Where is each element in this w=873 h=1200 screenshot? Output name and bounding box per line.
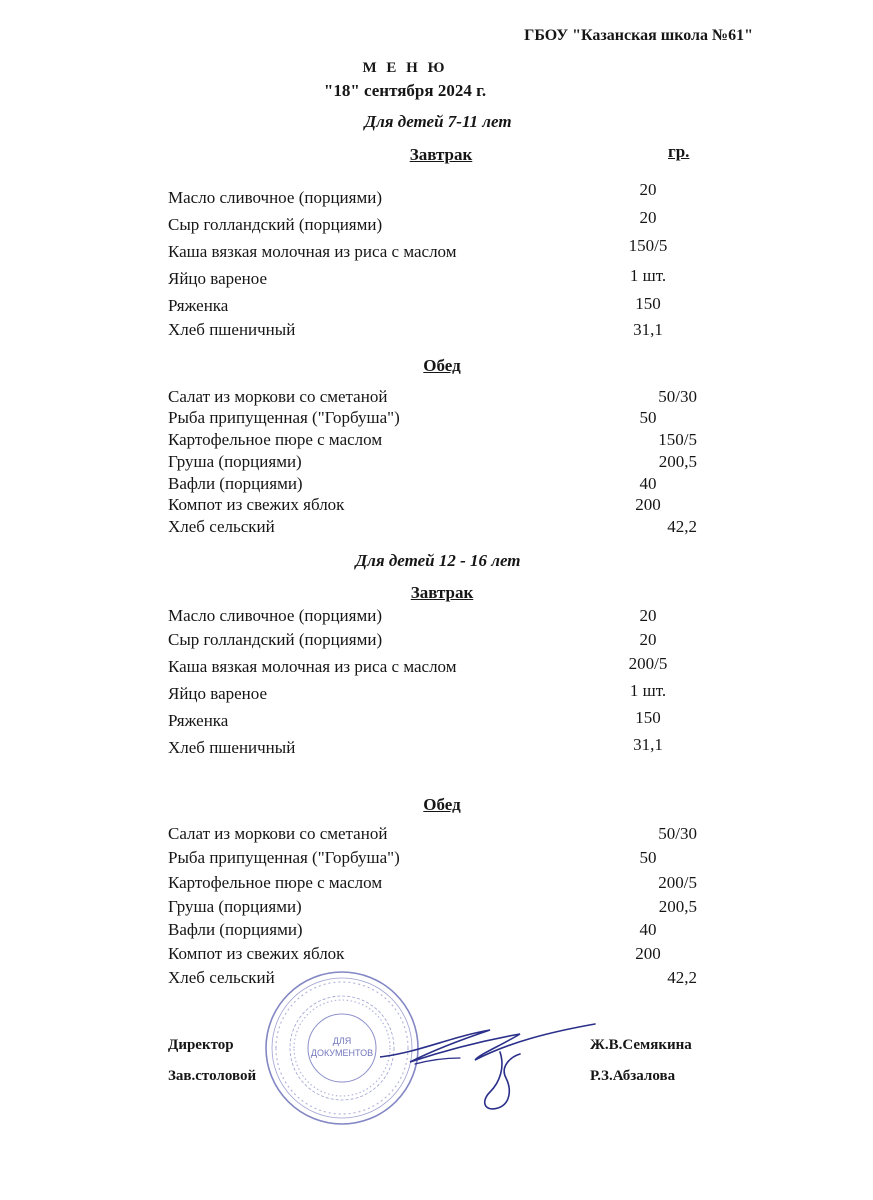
list-item-qty: 150: [635, 294, 661, 313]
stamp-text-top: ДЛЯ: [332, 1036, 352, 1046]
breakfast-title-12-16: Завтрак: [410, 583, 474, 602]
list-item: Компот из свежих яблок: [168, 944, 345, 963]
list-item-qty: 20: [639, 630, 657, 649]
list-item-qty: 200,5: [658, 897, 697, 916]
list-item: Хлеб пшеничный: [168, 738, 296, 757]
list-item-qty: 150/5: [658, 430, 697, 449]
list-item-qty: 42,2: [667, 517, 697, 536]
list-item-qty: 50: [639, 408, 657, 427]
list-item-qty: 1 шт.: [629, 266, 667, 285]
list-item: Рыба припущенная ("Горбуша"): [168, 408, 400, 427]
school-name: ГБОУ "Казанская школа №61": [524, 27, 753, 44]
list-item-qty: 200: [635, 944, 661, 963]
list-item: Рыба припущенная ("Горбуша"): [168, 848, 400, 867]
list-item-qty: 20: [639, 208, 657, 227]
menu-title: М Е Н Ю: [362, 60, 448, 76]
list-item-qty: 40: [639, 920, 657, 939]
age-group-7-11: Для детей 7-11 лет: [364, 112, 512, 131]
list-item-qty: 20: [639, 180, 657, 199]
list-item-qty: 50: [639, 848, 657, 867]
lunch-title-12-16: Обед: [423, 795, 461, 814]
list-item: Салат из моркови со сметаной: [168, 824, 388, 843]
list-item: Яйцо вареное: [168, 269, 268, 288]
list-item: Компот из свежих яблок: [168, 495, 345, 514]
list-item-qty: 1 шт.: [629, 681, 667, 700]
list-item: Вафли (порциями): [168, 474, 303, 493]
list-item-qty: 150: [635, 708, 661, 727]
canteen-head-label: Зав.столовой: [168, 1068, 257, 1084]
list-item: Вафли (порциями): [168, 920, 303, 939]
list-item-qty: 150/5: [628, 236, 668, 255]
list-item-qty: 42,2: [667, 968, 697, 987]
list-item-qty: 50/30: [658, 824, 697, 843]
breakfast-title-7-11: Завтрак: [409, 145, 473, 164]
list-item: Груша (порциями): [168, 897, 302, 916]
unit-header: гр.: [668, 142, 690, 161]
list-item: Картофельное пюре с маслом: [168, 873, 383, 892]
list-item: Картофельное пюре с маслом: [168, 430, 383, 449]
list-item: Хлеб сельский: [168, 517, 275, 536]
stamp-text-bottom: ДОКУМЕНТОВ: [310, 1048, 374, 1058]
list-item-qty: 200/5: [628, 654, 668, 673]
list-item: Сыр голландский (порциями): [168, 215, 383, 234]
list-item: Яйцо вареное: [168, 684, 268, 703]
age-group-12-16: Для детей 12 - 16 лет: [355, 551, 521, 570]
list-item: Хлеб пшеничный: [168, 320, 296, 339]
list-item: Салат из моркови со сметаной: [168, 387, 388, 406]
signature-mark: [380, 1012, 600, 1122]
list-item-qty: 20: [639, 606, 657, 625]
director-label: Директор: [168, 1037, 234, 1053]
list-item: Ряженка: [168, 296, 229, 315]
list-item-qty: 31,1: [633, 735, 663, 754]
lunch-title-7-11: Обед: [423, 356, 461, 375]
director-name: Ж.В.Семякина: [590, 1037, 692, 1053]
list-item-qty: 40: [639, 474, 657, 493]
list-item: Масло сливочное (порциями): [168, 606, 382, 625]
canteen-head-name: Р.З.Абзалова: [590, 1068, 676, 1084]
list-item: Каша вязкая молочная из риса с маслом: [168, 657, 457, 676]
list-item: Каша вязкая молочная из риса с маслом: [168, 242, 457, 261]
list-item: Ряженка: [168, 711, 229, 730]
list-item-qty: 50/30: [658, 387, 697, 406]
list-item: Масло сливочное (порциями): [168, 188, 382, 207]
list-item-qty: 200,5: [658, 452, 697, 471]
list-item: Хлеб сельский: [168, 968, 275, 987]
list-item-qty: 200/5: [658, 873, 697, 892]
list-item: Сыр голландский (порциями): [168, 630, 383, 649]
menu-date: "18" сентября 2024 г.: [323, 81, 487, 100]
list-item: Груша (порциями): [168, 452, 302, 471]
list-item-qty: 200: [635, 495, 661, 514]
list-item-qty: 31,1: [633, 320, 663, 339]
